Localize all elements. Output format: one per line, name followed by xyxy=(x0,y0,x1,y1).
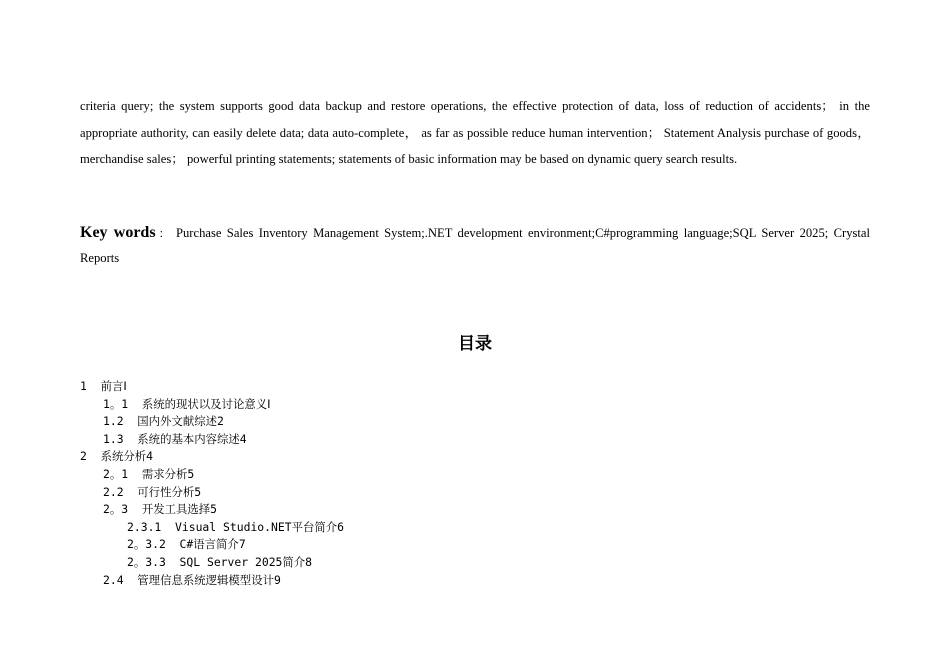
keywords-label: Key words xyxy=(80,224,156,241)
table-of-contents xyxy=(80,378,780,589)
toc-entry[interactable]: 2.4 管理信息系统逻辑模型设计9 xyxy=(103,572,281,587)
toc-title: 目录 xyxy=(458,334,492,354)
keywords-paragraph xyxy=(80,221,870,270)
toc-entry[interactable]: 1.2 国内外文献综述2 xyxy=(103,414,224,429)
keywords-separator: ： xyxy=(156,228,172,240)
toc-entry[interactable]: 2。3.2 C#语言简介7 xyxy=(127,537,246,552)
toc-entry[interactable]: 1。1 系统的现状以及讨论意义Ⅰ xyxy=(103,396,271,411)
abstract-paragraph: criteria query; the system supports good data backup and restore operations, the effective protection of data, loss of reduction of accidents； in the appropriate authority, can easily delete data; data auto-complete， as far as possible reduce human intervention； Statement Analysis purchase of goods， merchandise sales； powerful printing statements; statements of basic information may be based on dynamic query search results. xyxy=(80,99,870,166)
toc-entry[interactable]: 2。3 开发工具选择5 xyxy=(103,502,218,517)
toc-entry[interactable]: 1 前言Ⅰ xyxy=(80,379,127,393)
toc-entry[interactable]: 2。1 需求分析5 xyxy=(103,466,195,481)
toc-entry[interactable]: 2.2 可行性分析5 xyxy=(103,484,202,499)
keywords-text: Purchase Sales Inventory Management System;.NET development environment;C#programming language;SQL Server 2025; Crystal Reports xyxy=(80,226,871,265)
toc-entry[interactable]: 1.3 系统的基本内容综述4 xyxy=(103,431,247,446)
toc-entry[interactable]: 2 系统分析4 xyxy=(80,449,153,464)
toc-entry[interactable]: 2.3.1 Visual Studio.NET平台简介6 xyxy=(127,519,345,534)
toc-entry[interactable]: 2。3.3 SQL Server 2025简介8 xyxy=(127,554,313,569)
